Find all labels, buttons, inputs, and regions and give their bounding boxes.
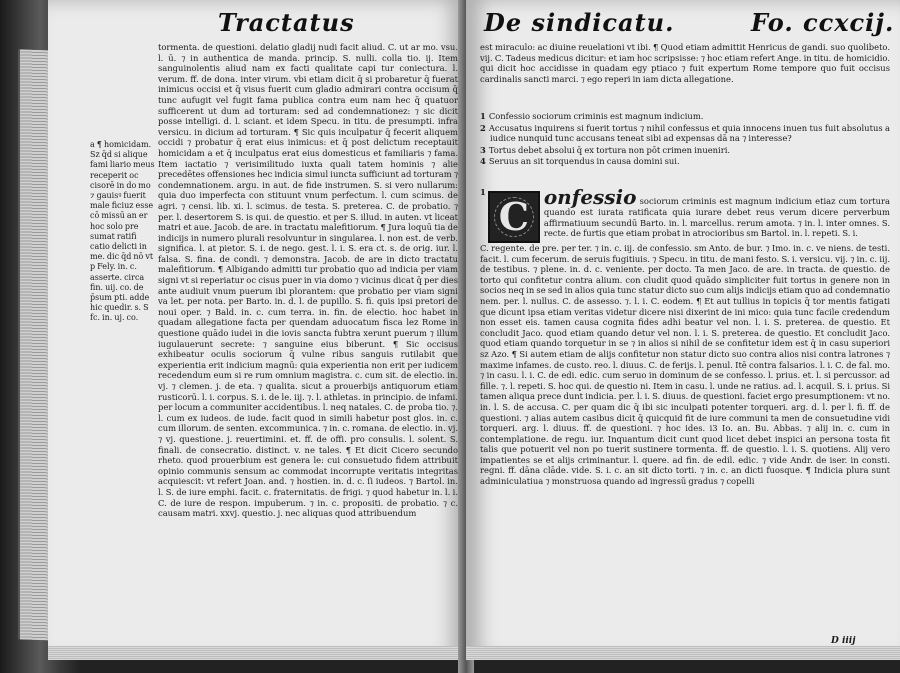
summary-number: 2	[480, 122, 486, 133]
summary-text: Accusatus inquirens si fuerit tortus ⁊ nihil confessus et quia innocens inuen tus fuit absolutus a iudice nunquid tunc accusans teneat sibi ad expensas dā na ⁊ interesse?	[488, 122, 890, 144]
summary-text: Seruus an sit torquendus in causa domini sui.	[488, 156, 680, 167]
summary-number: 3	[480, 144, 486, 155]
catchword-signature: D iiij	[831, 636, 856, 646]
decorated-initial-icon	[488, 191, 540, 243]
summary-text: Tortus debet absolui q̄ ex tortura non pōt crimen inueniri.	[488, 144, 731, 155]
left-page	[48, 0, 466, 660]
incipit-word: onfessio	[543, 187, 637, 209]
incipit-block	[544, 187, 890, 239]
initial-letter: C	[498, 193, 529, 239]
summary-text: Confessio sociorum criminis est magnum indicium.	[488, 111, 704, 121]
right-body-paragraph: C. regente. de pre. per ter. ⁊ in. c. iij. de confessio. sm Anto. de bur. ⁊ Imo. in. c. ve niens. de testi. facit. l. cum fecerum. de seruis fugitiuis. ⁊ Specu. in titu. de mani festo. S. i. versicu. vij. ⁊ in. c. iij. de testibus. ⁊ plene. in. d. c. veniente. per docto. Ta men Jaco. de are. in tracta. de questio. de torto qui confitetur contra alium. con cludit quod quādo simpliciter fuit tortus in genere non in socios neq in se sed in alios quia tunc statur dicto suo cum alijs indicijs etiam quo ad condemnatio nem. per. l. nullus. C. de assesso. ⁊. l. i. C. eodem. ¶ Et aut tullius in topicis q̄ tor mentis fatigati que dicunt ipsa etiam veritas videtur dicere nisi dixerint de ini mico: quia tunc facile credendum non esset eis. tamen causa cognita fides adhi beatur vel non. l. i. S. preterea. de questio. Et concludit Jaco. quod etiam quando detur vel non. l. i. S. preterea. de questio. Et concludit Jaco. quod etiam quando torquetur in se ⁊ in alios si nihil de se confitetur idem est q̄ in casu superiori sz Azo. ¶ Si autem etiam de alijs confitetur non statur dicto suo contra alios nisi contra latrones ⁊ maxime infames. de custo. reo. l. diuus. C. de ferijs. l. penul. Itē contra falsarios. l. i. C. de fal. mo. ⁊ in casu. l. i. C. de edi. edic. cum seruo in dominum de se confesso. l. prius. et. l. si percussor. ad fille. ⁊. l. repeti. S. hoc qui. de questio ni. Item in casu. l. unde ne ratius. ad. l. acquil. S. i. prius. Si tamen aliqua prece dunt indicia. per. l. i. S. diuus. de questioni. faciet ergo presumptionem: vt no. in. l. S. de accusa. C. per quam dic q̄ ibi sic inculpati potenter torqueri. arg. d. l. per l. fi. ff. de questioni. ⁊ alias autem casibus dicit q̄ quicquid fit de iure communi ta men de consuetudine vidi torqueri. arg. l. diuus. ff. de questioni. ⁊ hoc ides. i3 Io. an. Bu. Abbas. ⁊ alij in. c. cum in contemplatione. de regu. iur. Inquantum dicit cunt quod licet debet inspici an persona tosta fit talis que potuerit vel non po tuerit sustinere tormenta. ff. de questio. l. i. S. quotiens. Alij vero impatientes se et alijs criminantur. l. quere. ad fin. de edil. edic. ⁊ vide Andr. de iser. in consti. regni. ff. dāna clāde. vide. S. i. c. an sit dicto torti. ⁊ in. c. an dicti fuosque. ¶ Indicia plura sunt adminiculatiua ⁊ monstruosa quando ad ingressū gradus ⁊ copelli	[480, 243, 890, 487]
summary-item	[480, 145, 890, 156]
summary-number: 1	[480, 111, 486, 121]
incipit-row	[480, 187, 890, 243]
summary-item	[480, 123, 890, 144]
left-margin-note: a ¶ homicidam. Sz q̄d si alique fami liario meus receperit oc cisorē in do mo ⁊ gauisꝰ fuerit male ficiuz esse cō missū an er hoc solo pre sumat ratifi catio delicti in me. dic q̄d nō vt p Fely. in. c. asserte. circa fin. uij. co. de p̄sum pti. adde hic quedir. s. S fc. in. uj. co.	[90, 140, 155, 323]
summary-item	[480, 111, 890, 122]
right-page-edge	[466, 646, 900, 660]
left-running-head: Tractatus	[218, 8, 355, 37]
right-running-head-title: De sindicatu.	[484, 8, 675, 37]
summary-item	[480, 156, 890, 167]
left-main-text: tormenta. de questioni. delatio gladij nudi facit aliud. C. ut ar mo. vsu. l. ū. ⁊ in authentica de manda. princip. S. nulli. colla tio. ij. Item sanguinolentis aliud nam ex facti qualitate capi tur coniectura. l. verum. ff. de dona. inter virum. vbi etiam dicit q̄ si probaretur q̄ fuerat inimicus occisi et q̄ visus fuerit cum gladio admirari contra occisum q̄ tunc aufugit vel fugit fama publica contra eum nam hec q̄ quatuor sufficerent ut dum ad torturam: sed ad condemnationez: ⁊ sic dicit posse intelligi. d. l. sciant. et idem Specu. in titu. de presumpti. infra versicu. in dicium ad torturam. ¶ Sic quis inculpatur q̄ fecerit aliquem occidi ⁊ probatur q̄ erat eius inimicus: et q̄ post delictum receptauit homicidam a et q̄ inculpatus erat eius domesticus et familiaris ⁊ fama. Item iactatio ⁊ verisimilitudo iuxta quali tatem hominis ⁊ alie precedētes offensiones hec indicia simul iuncta sufficiunt ad torturam ⁊ condemnationem. argu. in aut. de fide instrumen. S. si vero nullarum: quia duo imperfecta con stituunt vnum perfectum. l. cum scimus. de agri. ⁊ censi. lib. xi. l. scimus. de testa. S. preterea. C. de probatio. ⁊ per. l. desertorem S. is qui. de questio. et per S. illud. in auten. vt liceat matri et aue. Jacob. de are. in tractatu malefitiorum. ¶ Jura loquū tia de indicijs in numero plurali resolvuntur in singularea. l. non est. de verb. significa. l. at pietor. S. i. de nego. gest. l. i. S. era ct. s. de orig. iur. l. falsa. S. fina. de condi. ⁊ demonstra. Jacob. de are in dicto tractatu malefitiorum. ¶ Albigando admitti tur probatio quo ad indicia per viam signi vt si reperiatur oc cisus puer in via domo ⁊ vicinus dicat q̄ per dies ante audiuit vnum puerum ibi plorantem: que probatio per viam signi va let. per nota. per Barto. in. d. l. de pupillo. S. fi. quis ipsi pretori de noui oper. ⁊ Bald. in. c. cum terra. in. fin. de electio. hoc habet in quadam allegatione facta per quendam aduocatum fisca lez Rome in questione quādo iudei in die iovis sancta fubtra xerunt puerum ⁊ illum iugulauerunt secrete: ⁊ sanguine eius biberunt. ¶ Sic occisus exhibeatur oculis sociorum q̄ vulne ribus sanguis rutilabit que experientia erit indicium magnū: quia experientia non erit per iudicem recedendum eum si re rum omnium magistra. c. cum sit. de electio. in. vj. ⁊ clemen. j. de eta. ⁊ qualita. sicut a prouerbijs antiquorum etiam rusticorū. l. i. corpus. S. i. de le. iij. ⁊. l. athletas. in principio. de infami. per locum a communiter accidentibus. l. neq natales. C. de proba tio. ⁊. l. cum ex iudeos. de iude. facit quod in simili habetur post glos. in. c. cum illorum. de senten. excommunica. ⁊ in. c. romana. de electio. in. vj. ⁊ vj. questione. j. reuertimini. et. ff. de offi. pro consulis. l. solent. S. finali. de consecratio. distinct. v. ne tales. ¶ Et dicit Cicero secundo rheto. quod prouerbium est genera le: cui consuetudo fidem attribuit opinio communis sensum ac commodat incorrupte veritatis integritas acquiescit: vt refert Joan. and. ⁊ hostien. in. d. c. ſi iudeos. ⁊ Bartol. in. l. S. de iure emphi. facit. c. fraternitatis. de frigi. ⁊ quod habetur in. l. i. C. de iure de respon. impuberum. ⁊ in. c. propositi. de probatio. ⁊ c. causam matri. xxvj. questio. j. nec aliquas quod attribuendum	[158, 42, 458, 519]
right-page	[466, 0, 900, 660]
left-page-edge	[48, 646, 466, 660]
right-folio-number: Fo. ccxcij.	[751, 8, 895, 37]
right-top-paragraph: est miraculo: ac diuine reuelationi vt ibi. ¶ Quod etiam admittit Henricus de gandi. suo quolibeto. vij. C. Tadeus medicus dicitur: et iam hoc scripsisse: ⁊ hoc etiam refert Ange. in titu. de homicidio. qui dicit hoc accidisse in quadam egy ptiaco ⁊ fuit expertum Rome tempore quo fuit occisus cardinalis sancti marci. ⁊ ego reperi in iam dicta allegatione.	[480, 42, 890, 84]
summary-number: 4	[480, 156, 486, 167]
right-main-text	[480, 187, 890, 627]
section-marker: 1	[480, 187, 486, 197]
incipit-text: sociorum criminis est magnum indicium etiaz cum tortura quando est iurata ratificata quia iurare debet reus verum dicere perverbum affirmatiuum secundū Barto. in. l. marcellus. rerum amota. ⁊ in. l. inter omnes. S. recte. de furtis que etiam probat in atrocioribus sm Bartol. in. l. repeti. S. i.	[543, 196, 890, 239]
chapter-summary	[480, 111, 890, 168]
